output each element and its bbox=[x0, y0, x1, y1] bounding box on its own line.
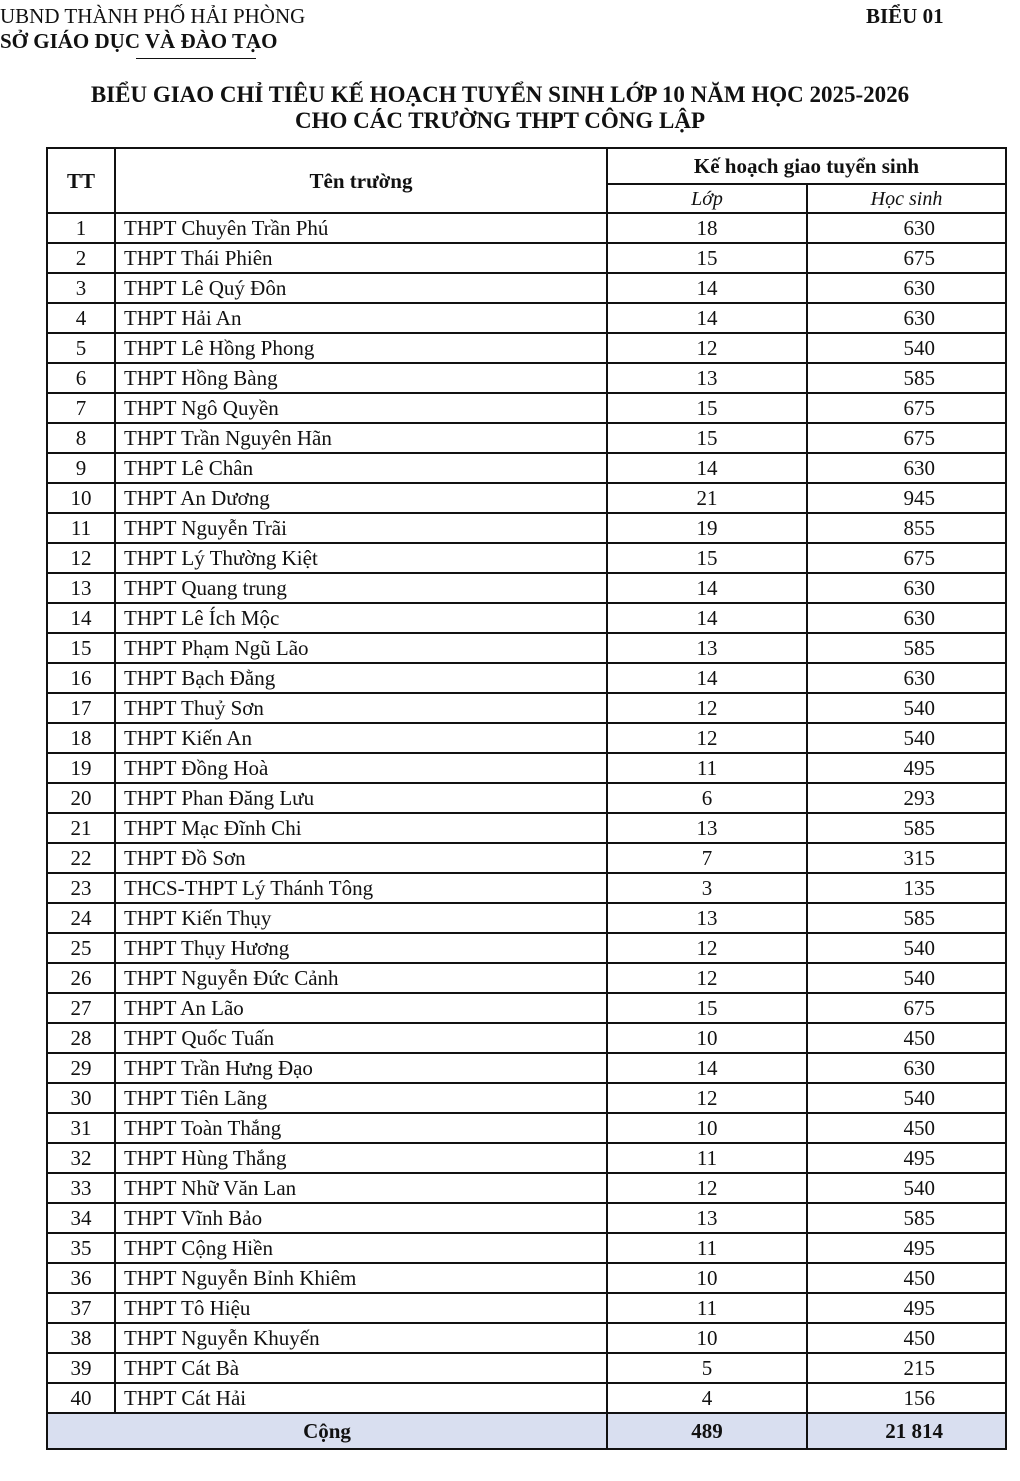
school-name: THPT Trần Hưng Đạo bbox=[115, 1053, 607, 1083]
row-number: 20 bbox=[47, 783, 115, 813]
row-number: 33 bbox=[47, 1173, 115, 1203]
school-name: THPT Lê Chân bbox=[115, 453, 607, 483]
school-name: THPT Hải An bbox=[115, 303, 607, 333]
table-row bbox=[47, 1083, 1006, 1113]
student-count: 675 bbox=[807, 423, 1006, 453]
class-count: 15 bbox=[607, 393, 807, 423]
student-count: 135 bbox=[807, 873, 1006, 903]
class-count: 19 bbox=[607, 513, 807, 543]
class-count: 12 bbox=[607, 933, 807, 963]
table-row bbox=[47, 243, 1006, 273]
class-count: 13 bbox=[607, 633, 807, 663]
school-name: THPT Thuỷ Sơn bbox=[115, 693, 607, 723]
student-count: 675 bbox=[807, 543, 1006, 573]
class-count: 12 bbox=[607, 1173, 807, 1203]
school-name: THPT Mạc Đĩnh Chi bbox=[115, 813, 607, 843]
class-count: 15 bbox=[607, 243, 807, 273]
school-name: THPT An Lão bbox=[115, 993, 607, 1023]
school-name: THPT Kiến Thụy bbox=[115, 903, 607, 933]
class-count: 11 bbox=[607, 1143, 807, 1173]
org-header bbox=[0, 4, 305, 54]
school-name: THPT Toàn Thắng bbox=[115, 1113, 607, 1143]
class-count: 14 bbox=[607, 663, 807, 693]
student-count: 675 bbox=[807, 393, 1006, 423]
school-name: THPT Đồng Hoà bbox=[115, 753, 607, 783]
table-row bbox=[47, 723, 1006, 753]
row-number: 2 bbox=[47, 243, 115, 273]
class-count: 6 bbox=[607, 783, 807, 813]
row-number: 11 bbox=[47, 513, 115, 543]
header-classes: Lớp bbox=[607, 184, 807, 213]
table-row bbox=[47, 423, 1006, 453]
enrollment-table bbox=[46, 147, 1007, 1450]
school-name: THPT Hồng Bàng bbox=[115, 363, 607, 393]
student-count: 630 bbox=[807, 663, 1006, 693]
student-count: 495 bbox=[807, 1143, 1006, 1173]
school-name: THPT Đồ Sơn bbox=[115, 843, 607, 873]
row-number: 27 bbox=[47, 993, 115, 1023]
table-row bbox=[47, 933, 1006, 963]
row-number: 10 bbox=[47, 483, 115, 513]
header-students: Học sinh bbox=[807, 184, 1006, 213]
student-count: 495 bbox=[807, 1233, 1006, 1263]
school-name: THPT Nguyễn Đức Cảnh bbox=[115, 963, 607, 993]
school-name: THPT Hùng Thắng bbox=[115, 1143, 607, 1173]
header-plan: Kế hoạch giao tuyển sinh bbox=[607, 148, 1006, 184]
school-name: THPT Quang trung bbox=[115, 573, 607, 603]
table-row bbox=[47, 963, 1006, 993]
school-name: THPT Vĩnh Bảo bbox=[115, 1203, 607, 1233]
row-number: 16 bbox=[47, 663, 115, 693]
school-name: THPT An Dương bbox=[115, 483, 607, 513]
school-name: THPT Chuyên Trần Phú bbox=[115, 213, 607, 243]
class-count: 14 bbox=[607, 453, 807, 483]
student-count: 315 bbox=[807, 843, 1006, 873]
table-row bbox=[47, 573, 1006, 603]
table-row bbox=[47, 483, 1006, 513]
school-name: THPT Lê Hồng Phong bbox=[115, 333, 607, 363]
student-count: 540 bbox=[807, 723, 1006, 753]
row-number: 1 bbox=[47, 213, 115, 243]
student-count: 495 bbox=[807, 1293, 1006, 1323]
student-count: 156 bbox=[807, 1383, 1006, 1413]
class-count: 11 bbox=[607, 1233, 807, 1263]
row-number: 40 bbox=[47, 1383, 115, 1413]
school-name: THPT Nhữ Văn Lan bbox=[115, 1173, 607, 1203]
table-row bbox=[47, 693, 1006, 723]
table-row bbox=[47, 543, 1006, 573]
row-number: 18 bbox=[47, 723, 115, 753]
class-count: 4 bbox=[607, 1383, 807, 1413]
class-count: 11 bbox=[607, 753, 807, 783]
table-row bbox=[47, 1173, 1006, 1203]
document-title-line1: BIỂU GIAO CHỈ TIÊU KẾ HOẠCH TUYỂN SINH LỚP 10 NĂM HỌC 2025-2026 bbox=[90, 82, 910, 107]
school-name: THPT Nguyễn Trãi bbox=[115, 513, 607, 543]
table-row bbox=[47, 813, 1006, 843]
school-name: THPT Bạch Đằng bbox=[115, 663, 607, 693]
student-count: 675 bbox=[807, 993, 1006, 1023]
student-count: 630 bbox=[807, 303, 1006, 333]
student-count: 540 bbox=[807, 333, 1006, 363]
student-count: 450 bbox=[807, 1023, 1006, 1053]
student-count: 450 bbox=[807, 1263, 1006, 1293]
row-number: 6 bbox=[47, 363, 115, 393]
class-count: 18 bbox=[607, 213, 807, 243]
class-count: 14 bbox=[607, 303, 807, 333]
table-row bbox=[47, 213, 1006, 243]
school-name: THPT Thái Phiên bbox=[115, 243, 607, 273]
table-row bbox=[47, 753, 1006, 783]
student-count: 630 bbox=[807, 603, 1006, 633]
school-name: THPT Cát Bà bbox=[115, 1353, 607, 1383]
student-count: 585 bbox=[807, 363, 1006, 393]
row-number: 7 bbox=[47, 393, 115, 423]
total-classes: 489 bbox=[607, 1413, 807, 1449]
header-school-name: Tên trường bbox=[115, 148, 607, 213]
row-number: 14 bbox=[47, 603, 115, 633]
table-row bbox=[47, 783, 1006, 813]
table-row bbox=[47, 1293, 1006, 1323]
row-number: 29 bbox=[47, 1053, 115, 1083]
student-count: 945 bbox=[807, 483, 1006, 513]
student-count: 215 bbox=[807, 1353, 1006, 1383]
school-name: THPT Ngô Quyền bbox=[115, 393, 607, 423]
table-row bbox=[47, 843, 1006, 873]
table-row bbox=[47, 393, 1006, 423]
student-count: 630 bbox=[807, 573, 1006, 603]
student-count: 585 bbox=[807, 903, 1006, 933]
row-number: 36 bbox=[47, 1263, 115, 1293]
school-name: THPT Phạm Ngũ Lão bbox=[115, 633, 607, 663]
class-count: 12 bbox=[607, 333, 807, 363]
total-label: Cộng bbox=[47, 1413, 607, 1449]
student-count: 540 bbox=[807, 963, 1006, 993]
student-count: 540 bbox=[807, 933, 1006, 963]
student-count: 630 bbox=[807, 273, 1006, 303]
school-name: THPT Nguyễn Bỉnh Khiêm bbox=[115, 1263, 607, 1293]
school-name: THPT Phan Đăng Lưu bbox=[115, 783, 607, 813]
table-row bbox=[47, 903, 1006, 933]
school-name: THPT Lê Ích Mộc bbox=[115, 603, 607, 633]
row-number: 15 bbox=[47, 633, 115, 663]
table-row bbox=[47, 513, 1006, 543]
table-row bbox=[47, 663, 1006, 693]
class-count: 10 bbox=[607, 1323, 807, 1353]
class-count: 21 bbox=[607, 483, 807, 513]
total-row bbox=[47, 1413, 1006, 1449]
class-count: 10 bbox=[607, 1113, 807, 1143]
header-underline bbox=[136, 58, 256, 59]
class-count: 10 bbox=[607, 1263, 807, 1293]
class-count: 13 bbox=[607, 363, 807, 393]
class-count: 14 bbox=[607, 573, 807, 603]
school-name: THPT Trần Nguyên Hãn bbox=[115, 423, 607, 453]
student-count: 495 bbox=[807, 753, 1006, 783]
form-code: BIỂU 01 bbox=[866, 4, 944, 28]
class-count: 12 bbox=[607, 723, 807, 753]
school-name: THPT Nguyễn Khuyến bbox=[115, 1323, 607, 1353]
student-count: 540 bbox=[807, 1083, 1006, 1113]
table-row bbox=[47, 1203, 1006, 1233]
table-row bbox=[47, 333, 1006, 363]
document-title-line2: CHO CÁC TRƯỜNG THPT CÔNG LẬP bbox=[295, 108, 705, 133]
table-row bbox=[47, 603, 1006, 633]
table-row bbox=[47, 633, 1006, 663]
class-count: 14 bbox=[607, 1053, 807, 1083]
school-name: THPT Lý Thường Kiệt bbox=[115, 543, 607, 573]
class-count: 13 bbox=[607, 1203, 807, 1233]
school-name: THCS-THPT Lý Thánh Tông bbox=[115, 873, 607, 903]
class-count: 15 bbox=[607, 543, 807, 573]
school-name: THPT Quốc Tuấn bbox=[115, 1023, 607, 1053]
row-number: 24 bbox=[47, 903, 115, 933]
class-count: 12 bbox=[607, 693, 807, 723]
class-count: 14 bbox=[607, 603, 807, 633]
table-row bbox=[47, 1383, 1006, 1413]
class-count: 5 bbox=[607, 1353, 807, 1383]
table-row bbox=[47, 873, 1006, 903]
total-students: 21 814 bbox=[807, 1413, 1006, 1449]
table-row bbox=[47, 993, 1006, 1023]
row-number: 35 bbox=[47, 1233, 115, 1263]
student-count: 630 bbox=[807, 453, 1006, 483]
student-count: 585 bbox=[807, 813, 1006, 843]
class-count: 7 bbox=[607, 843, 807, 873]
school-name: THPT Kiến An bbox=[115, 723, 607, 753]
table-row bbox=[47, 1323, 1006, 1353]
student-count: 540 bbox=[807, 693, 1006, 723]
table-row bbox=[47, 303, 1006, 333]
row-number: 3 bbox=[47, 273, 115, 303]
header-tt: TT bbox=[47, 148, 115, 213]
org-department: SỞ GIÁO DỤC VÀ ĐÀO TẠO bbox=[0, 29, 278, 53]
school-name: THPT Lê Quý Đôn bbox=[115, 273, 607, 303]
class-count: 3 bbox=[607, 873, 807, 903]
row-number: 19 bbox=[47, 753, 115, 783]
row-number: 26 bbox=[47, 963, 115, 993]
school-name: THPT Tô Hiệu bbox=[115, 1293, 607, 1323]
row-number: 34 bbox=[47, 1203, 115, 1233]
table-row bbox=[47, 1023, 1006, 1053]
school-name: THPT Tiên Lãng bbox=[115, 1083, 607, 1113]
student-count: 675 bbox=[807, 243, 1006, 273]
table-row bbox=[47, 363, 1006, 393]
row-number: 31 bbox=[47, 1113, 115, 1143]
row-number: 12 bbox=[47, 543, 115, 573]
class-count: 15 bbox=[607, 993, 807, 1023]
row-number: 32 bbox=[47, 1143, 115, 1173]
table-row bbox=[47, 453, 1006, 483]
student-count: 540 bbox=[807, 1173, 1006, 1203]
student-count: 450 bbox=[807, 1113, 1006, 1143]
row-number: 9 bbox=[47, 453, 115, 483]
row-number: 38 bbox=[47, 1323, 115, 1353]
school-name: THPT Cộng Hiền bbox=[115, 1233, 607, 1263]
row-number: 25 bbox=[47, 933, 115, 963]
row-number: 23 bbox=[47, 873, 115, 903]
class-count: 12 bbox=[607, 963, 807, 993]
table-row bbox=[47, 273, 1006, 303]
school-name: THPT Cát Hải bbox=[115, 1383, 607, 1413]
table-row bbox=[47, 1263, 1006, 1293]
student-count: 585 bbox=[807, 1203, 1006, 1233]
class-count: 12 bbox=[607, 1083, 807, 1113]
row-number: 17 bbox=[47, 693, 115, 723]
table-row bbox=[47, 1233, 1006, 1263]
row-number: 21 bbox=[47, 813, 115, 843]
row-number: 39 bbox=[47, 1353, 115, 1383]
school-name: THPT Thụy Hương bbox=[115, 933, 607, 963]
row-number: 37 bbox=[47, 1293, 115, 1323]
row-number: 22 bbox=[47, 843, 115, 873]
class-count: 13 bbox=[607, 813, 807, 843]
row-number: 8 bbox=[47, 423, 115, 453]
row-number: 30 bbox=[47, 1083, 115, 1113]
table-row bbox=[47, 1353, 1006, 1383]
org-parent: UBND THÀNH PHỐ HẢI PHÒNG bbox=[0, 4, 306, 28]
table-row bbox=[47, 1143, 1006, 1173]
class-count: 10 bbox=[607, 1023, 807, 1053]
row-number: 13 bbox=[47, 573, 115, 603]
table-row bbox=[47, 1053, 1006, 1083]
class-count: 15 bbox=[607, 423, 807, 453]
student-count: 630 bbox=[807, 1053, 1006, 1083]
class-count: 14 bbox=[607, 273, 807, 303]
class-count: 11 bbox=[607, 1293, 807, 1323]
row-number: 28 bbox=[47, 1023, 115, 1053]
class-count: 13 bbox=[607, 903, 807, 933]
student-count: 585 bbox=[807, 633, 1006, 663]
student-count: 855 bbox=[807, 513, 1006, 543]
row-number: 5 bbox=[47, 333, 115, 363]
row-number: 4 bbox=[47, 303, 115, 333]
student-count: 450 bbox=[807, 1323, 1006, 1353]
student-count: 630 bbox=[807, 213, 1006, 243]
student-count: 293 bbox=[807, 783, 1006, 813]
table-row bbox=[47, 1113, 1006, 1143]
